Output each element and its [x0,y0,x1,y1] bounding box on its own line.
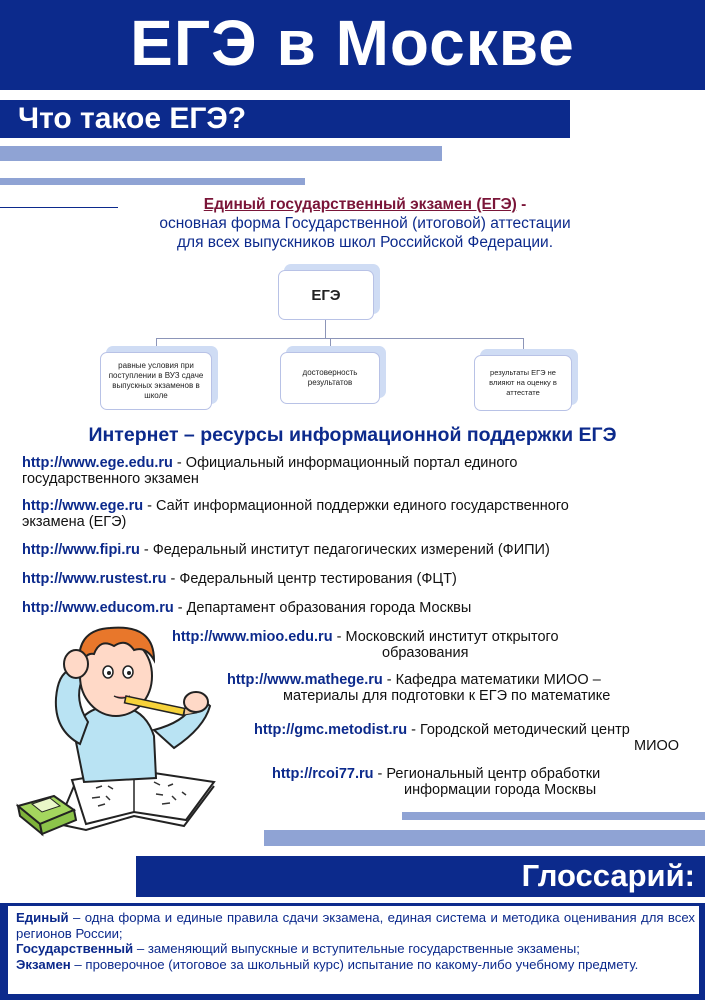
diagram-node-no-grade-impact: результаты ЕГЭ не влияют на оценку в аттестате [474,355,572,411]
resource-item [22,455,517,487]
resource-desc: - Федеральный центр тестирования (ФЦТ) [166,571,457,587]
diagram-connector [330,338,331,352]
glossary-definition: – заменяющий выпускные и вступительные государственные экзамены; [133,941,580,956]
resource-desc-cont: МИОО [634,738,680,754]
section-title-what-is-ege: Что такое ЕГЭ? [18,102,247,135]
diagram-connector [325,320,326,338]
resource-link[interactable]: http://www.ege.edu.ru [22,455,173,471]
resource-link[interactable]: http://www.rustest.ru [22,571,167,587]
glossary-definition: – проверочное (итоговое за школьный курс) испытание по какому-либо учебному предмету. [70,956,639,972]
resource-desc: - Региональный центр обработки [373,766,601,782]
resource-item [22,542,550,558]
resource-item [254,722,679,754]
resource-item [22,498,569,530]
glossary-definition: – одна форма и единые правила сдачи экзамена, единая система и методика оценивания для всех регионов России; [16,910,695,941]
glossary-entry [16,910,695,941]
resource-desc: - Кафедра математики МИОО – [382,672,601,688]
resource-item [227,672,610,704]
glossary-term: Государственный [16,941,134,956]
decorative-stripe [0,146,442,161]
resource-desc: - Московский институт открытого [332,629,559,645]
resource-desc-cont: государственного экзамен [22,471,199,487]
resource-item [22,571,457,587]
diagram-node-equal-conditions: равные условия при поступлении в ВУЗ сдаче выпускных экзаменов в школе [100,352,212,410]
resource-desc: - Официальный информационный портал единого [172,455,518,471]
resource-link[interactable]: http://rcoi77.ru [272,766,374,782]
diagram-connector [523,338,524,355]
ege-definition [120,195,610,252]
resource-desc: - Федеральный институт педагогических измерений (ФИПИ) [139,542,550,558]
glossary-term: Экзамен [16,956,71,972]
definition-term: Единый государственный экзамен (ЕГЭ) [203,196,517,213]
definition-line: основная форма Государственной (итоговой) аттестации [159,215,571,232]
resource-link[interactable]: http://gmc.metodist.ru [254,722,408,738]
resource-desc-cont: образования [382,645,469,661]
decorative-stripe [264,830,705,846]
glossary-title: Глоссарий: [521,858,695,893]
resource-link[interactable]: http://www.educom.ru [22,600,174,616]
resource-item [272,766,600,798]
diagram-connector [156,338,157,352]
resource-desc-cont: информации города Москвы [404,782,597,798]
resource-desc: - Городской методический центр [407,722,630,738]
resource-link[interactable]: http://www.fipi.ru [22,542,140,558]
diagram-node-reliability: достоверность результатов [280,352,380,404]
glossary-entry [16,941,695,957]
resource-desc-cont: экзамена (ЕГЭ) [22,514,127,530]
definition-dash: - [516,196,527,213]
resource-desc-cont: материалы для подготовки к ЕГЭ по математике [283,688,611,704]
decorative-stripe [0,178,305,185]
resource-desc: - Сайт информационной поддержки единого государственного [143,498,569,514]
decorative-stripe [402,812,705,820]
page-title: ЕГЭ в Москве [130,7,575,79]
glossary-entry [16,957,695,973]
resource-desc: - Департамент образования города Москвы [173,600,472,616]
resource-link[interactable]: http://www.mioo.edu.ru [172,629,333,645]
resource-link[interactable]: http://www.ege.ru [22,498,144,514]
resource-link[interactable]: http://www.mathege.ru [227,672,383,688]
glossary-term: Единый [16,910,69,925]
diagram-connector [156,338,524,339]
student-illustration [14,610,234,840]
resources-heading: Интернет – ресурсы информационной поддержки ЕГЭ [88,424,617,446]
decorative-line [0,207,118,208]
definition-line: для всех выпускников школ Российской Федерации. [176,234,554,251]
shirt [76,706,156,782]
glossary-text [16,910,695,972]
diagram-root-node: ЕГЭ [278,270,374,320]
